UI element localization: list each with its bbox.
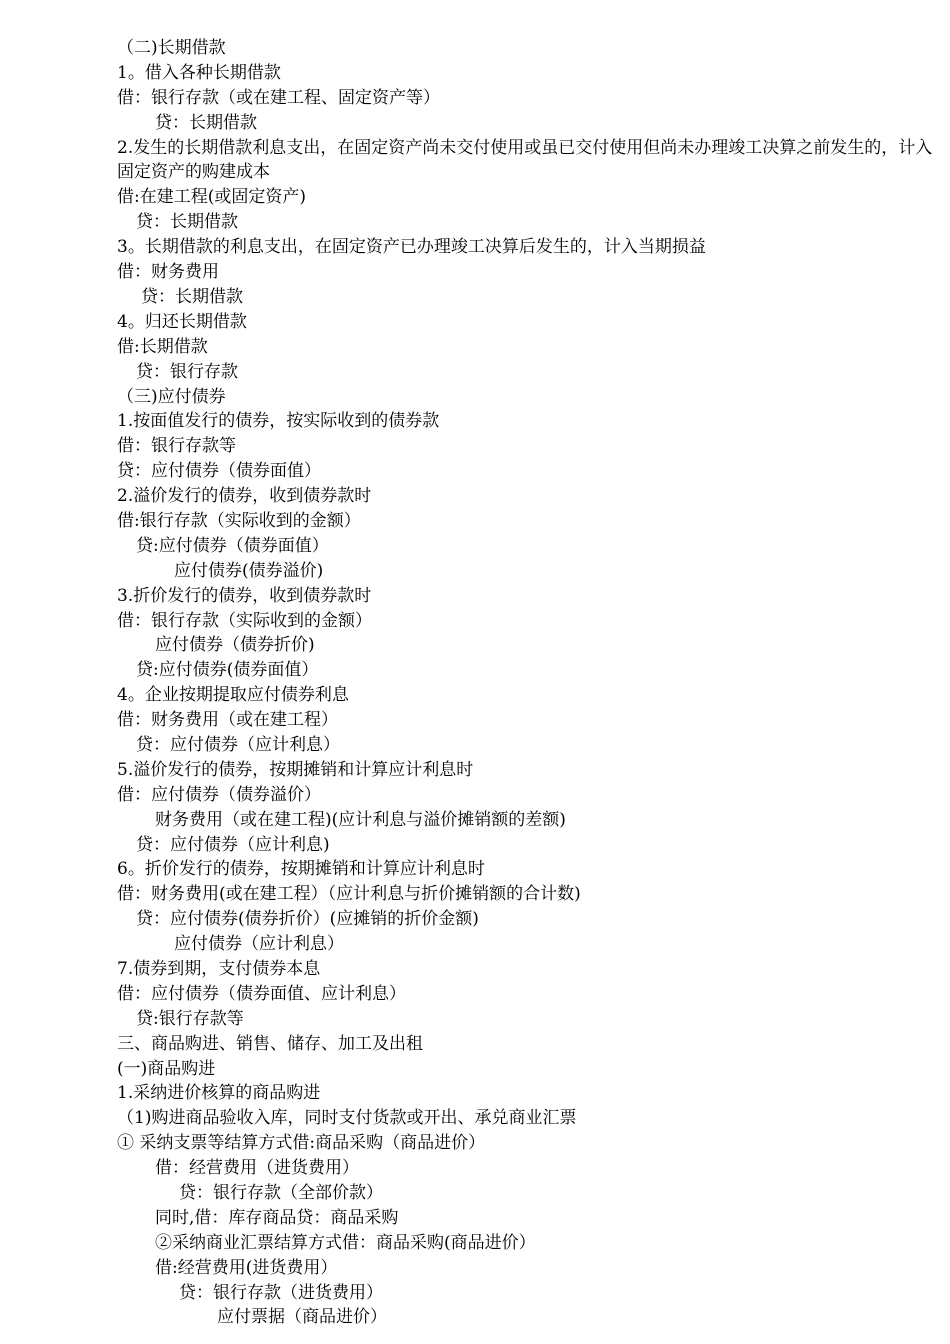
text-line: (一)商品购进 [117, 1058, 216, 1079]
text-line: 借:在建工程(或固定资产) [117, 187, 306, 208]
text-line: 借：应付债券（债券面值、应计利息） [117, 983, 406, 1004]
text-line: 应付债券（应计利息） [174, 934, 344, 955]
text-line: 贷：长期借款 [155, 112, 257, 133]
text-line: 4。归还长期借款 [117, 311, 247, 332]
text-line: ②采纳商业汇票结算方式借：商品采购(商品进价） [155, 1232, 536, 1253]
text-line: 借：银行存款（或在建工程、固定资产等） [117, 87, 440, 108]
text-line: 借：银行存款（实际收到的金额） [117, 610, 372, 631]
text-line: 4。企业按期提取应付债券利息 [117, 685, 349, 706]
text-line: 贷：银行存款（全部价款） [179, 1183, 383, 1203]
text-line: 贷：应付债券（应计利息） [136, 734, 340, 755]
text-line: 借:长期借款 [117, 336, 208, 357]
text-line: 贷：长期借款 [141, 286, 243, 307]
text-line: 借：财务费用(或在建工程）（应计利息与折价摊销额的合计数) [117, 884, 581, 905]
text-line: 2.发生的长期借款利息支出，在固定资产尚未交付使用或虽已交付使用但尚未办理竣工决算之前发生的，计入固定资产的购建成本 [117, 137, 933, 183]
text-line: 3。长期借款的利息支出，在固定资产已办理竣工决算后发生的，计入当期损益 [117, 237, 706, 258]
text-line: 贷：银行存款（进货费用） [179, 1282, 383, 1303]
text-line: 贷:银行存款等 [136, 1008, 244, 1029]
text-line: 借:银行存款（实际收到的金额） [117, 510, 361, 531]
text-line: 贷：应付债券（应计利息) [136, 834, 330, 855]
text-line: 应付债券(债券溢价) [174, 560, 324, 581]
text-line: 6。折价发行的债券，按期摊销和计算应计利息时 [117, 859, 485, 880]
text-line: 贷：应付债券（债券面值） [117, 461, 321, 482]
text-line: 贷:应付债券(债券面值） [136, 660, 319, 681]
text-line: 贷：银行存款 [136, 361, 238, 382]
text-line: 应付债券（债券折价) [155, 635, 315, 656]
text-line: 贷：长期借款 [136, 212, 238, 233]
text-line: 借：经营费用（进货费用） [155, 1158, 359, 1179]
text-line: 同时,借：库存商品贷：商品采购 [155, 1207, 399, 1228]
text-line: 1.按面值发行的债券，按实际收到的债券款 [117, 411, 440, 432]
text-line: 借：财务费用（或在建工程） [117, 710, 338, 731]
document-body [117, 36, 937, 1330]
text-line: 借：银行存款等 [117, 436, 236, 457]
text-line: （三)应付债券 [117, 386, 226, 407]
text-line: （1)购进商品验收入库，同时支付货款或开出、承兑商业汇票 [117, 1108, 577, 1129]
text-line: 财务费用（或在建工程)(应计利息与溢价摊销额的差额) [155, 809, 566, 830]
text-line: 7.债券到期，支付债券本息 [117, 958, 321, 979]
text-line: 1.采纳进价核算的商品购进 [117, 1083, 321, 1104]
text-line: 3.折价发行的债券，收到债券款时 [117, 585, 372, 606]
text-line: 三、商品购进、销售、储存、加工及出租 [117, 1033, 423, 1054]
text-line: 借：应付债券（债券溢价） [117, 784, 321, 805]
text-line: 1。借入各种长期借款 [117, 62, 281, 83]
text-line: （二)长期借款 [117, 38, 226, 58]
text-line: 借：财务费用 [117, 262, 219, 283]
text-line: 贷：应付债券(债券折价）(应摊销的折价金额) [136, 909, 479, 930]
text-line: 5.溢价发行的债券，按期摊销和计算应计利息时 [117, 759, 474, 780]
text-line: 借:经营费用(进货费用） [155, 1257, 338, 1278]
text-line: 应付票据（商品进价） [217, 1307, 387, 1328]
text-line: ① 采纳支票等结算方式借:商品采购（商品进价） [117, 1133, 486, 1154]
text-line: 贷:应付债券（债券面值） [136, 535, 329, 556]
text-line: 2.溢价发行的债券，收到债券款时 [117, 486, 372, 507]
